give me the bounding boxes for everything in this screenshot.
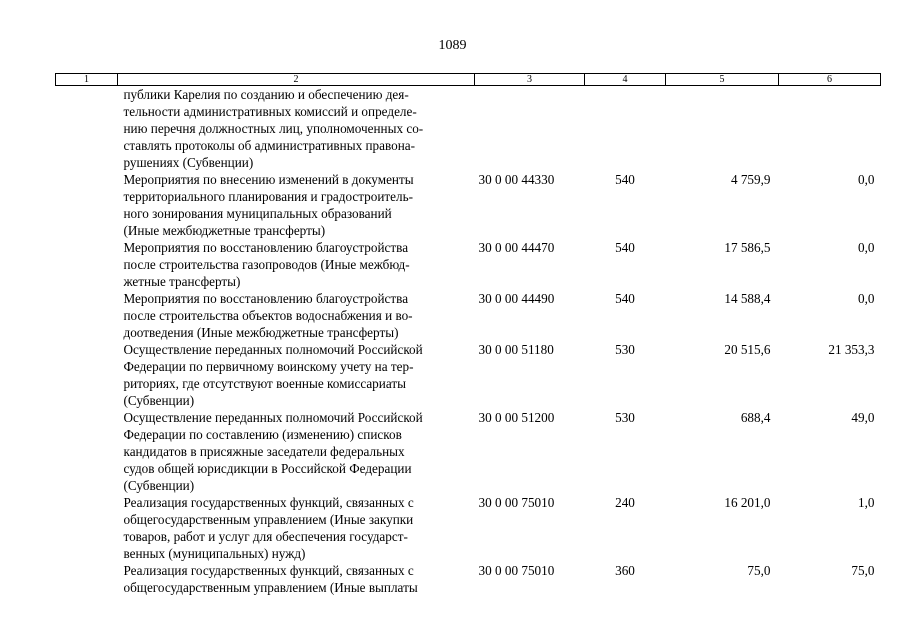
cell-item-name [118,494,475,562]
cell-expense-group: 540 [615,172,635,187]
cell-value-col-6: 49,0 [851,410,875,425]
item-name-line: Осуществление переданных полномочий Российской [123,342,423,357]
cell-target-code: 30 0 00 51180 [478,342,554,357]
page-number: 1089 [438,38,467,53]
cell-value-col-6: 0,0 [858,291,875,306]
item-name-line: судов общей юрисдикции в Российской Федерации [123,461,412,476]
item-name-line: Мероприятия по восстановлению благоустройства [123,291,409,306]
cell-col-1 [56,86,118,172]
item-name-line: Федерации по составлению (изменению) списков [123,427,402,442]
item-name-line: (Иные межбюджетные трансферты) [123,223,326,238]
table-row [56,171,881,239]
cell-value-col-6: 0,0 [858,240,875,255]
cell-item-name [118,171,475,239]
item-name-line: после строительства газопроводов (Иные межбюд- [123,257,410,272]
cell-col-1 [56,562,118,596]
table-body [56,86,881,597]
cell-expense-group [585,86,666,172]
item-name-line: Осуществление переданных полномочий Российской [123,410,423,425]
cell-item-name [118,562,475,596]
table-row [56,86,881,172]
item-name-line: Реализация государственных функций, связанных с [123,495,414,510]
cell-value-col-5: 20 515,6 [724,342,771,357]
cell-value-col-5 [666,86,779,172]
cell-target-code: 30 0 00 44470 [478,240,555,255]
cell-col-1 [56,290,118,341]
cell-value-col-5: 16 201,0 [724,495,771,510]
cell-item-name [118,290,475,341]
table-row [56,562,881,596]
item-name-line: публики Карелия по созданию и обеспечению дея- [123,87,409,102]
cell-value-col-6: 0,0 [858,172,875,187]
cell-item-name [118,341,475,409]
header-col-6: 6 [779,74,881,86]
cell-value-col-6: 1,0 [858,495,875,510]
table-row [56,341,881,409]
table-header [56,74,881,86]
cell-target-code: 30 0 00 75010 [478,563,555,578]
header-col-4: 4 [585,74,666,86]
item-name-line: Мероприятия по внесению изменений в документы [123,172,414,187]
cell-expense-group: 540 [615,291,635,306]
cell-value-col-5: 4 759,9 [730,172,771,187]
cell-col-1 [56,409,118,494]
item-name-line: Мероприятия по восстановлению благоустройства [123,240,409,255]
cell-target-code: 30 0 00 75010 [478,495,555,510]
item-name-line: после строительства объектов водоснабжения и во- [123,308,413,323]
cell-value-col-5: 17 586,5 [724,240,771,255]
header-row [56,74,881,86]
item-name-line: рушениях (Субвенции) [123,155,254,170]
item-name-line: товаров, работ и услуг для обеспечения государст- [123,529,408,544]
item-name-line: общегосударственным управлением (Иные закупки [123,512,414,527]
header-col-3: 3 [475,74,585,86]
item-name-line: венных (муниципальных) нужд) [123,546,306,561]
item-name-line: ного зонирования муниципальных образований [123,206,392,221]
cell-col-1 [56,494,118,562]
cell-expense-group: 530 [615,410,635,425]
cell-expense-group: 530 [615,342,635,357]
cell-item-name [118,239,475,290]
header-col-2: 2 [118,74,475,86]
item-name-line: территориального планирования и градостроитель- [123,189,414,204]
budget-table [55,73,881,596]
item-name-line: Федерации по первичному воинскому учету на тер- [123,359,414,374]
cell-col-1 [56,239,118,290]
cell-item-name [118,86,475,172]
cell-expense-group: 360 [615,563,635,578]
table-row [56,290,881,341]
item-name-line: нию перечня должностных лиц, уполномоченных со- [123,121,424,136]
item-name-line: Реализация государственных функций, связанных с [123,563,414,578]
cell-target-code: 30 0 00 51200 [478,410,555,425]
cell-value-col-6: 21 353,3 [828,342,875,357]
cell-value-col-5: 75,0 [747,563,771,578]
cell-target-code: 30 0 00 44490 [478,291,555,306]
item-name-line: (Субвенции) [123,393,195,408]
cell-value-col-6 [779,86,881,172]
cell-value-col-6: 75,0 [851,563,875,578]
cell-expense-group: 240 [615,495,635,510]
cell-target-code: 30 0 00 44330 [478,172,555,187]
item-name-line: (Субвенции) [123,478,195,493]
table-row [56,239,881,290]
header-col-1: 1 [56,74,118,86]
cell-value-col-5: 688,4 [740,410,771,425]
cell-col-1 [56,341,118,409]
item-name-line: доотведения (Иные межбюджетные трансферты) [123,325,399,340]
cell-expense-group: 540 [615,240,635,255]
table-row [56,409,881,494]
cell-target-code [475,86,585,172]
item-name-line: кандидатов в присяжные заседатели федеральных [123,444,405,459]
item-name-line: тельности административных комиссий и определе- [123,104,417,119]
cell-value-col-5: 14 588,4 [724,291,771,306]
table-row [56,494,881,562]
item-name-line: ставлять протоколы об административных правона- [123,138,416,153]
item-name-line: общегосударственным управлением (Иные выплаты [123,580,418,595]
cell-item-name [118,409,475,494]
item-name-line: риториях, где отсутствуют военные комиссариаты [123,376,406,391]
cell-col-1 [56,171,118,239]
item-name-line: жетные трансферты) [123,274,241,289]
header-col-5: 5 [666,74,779,86]
